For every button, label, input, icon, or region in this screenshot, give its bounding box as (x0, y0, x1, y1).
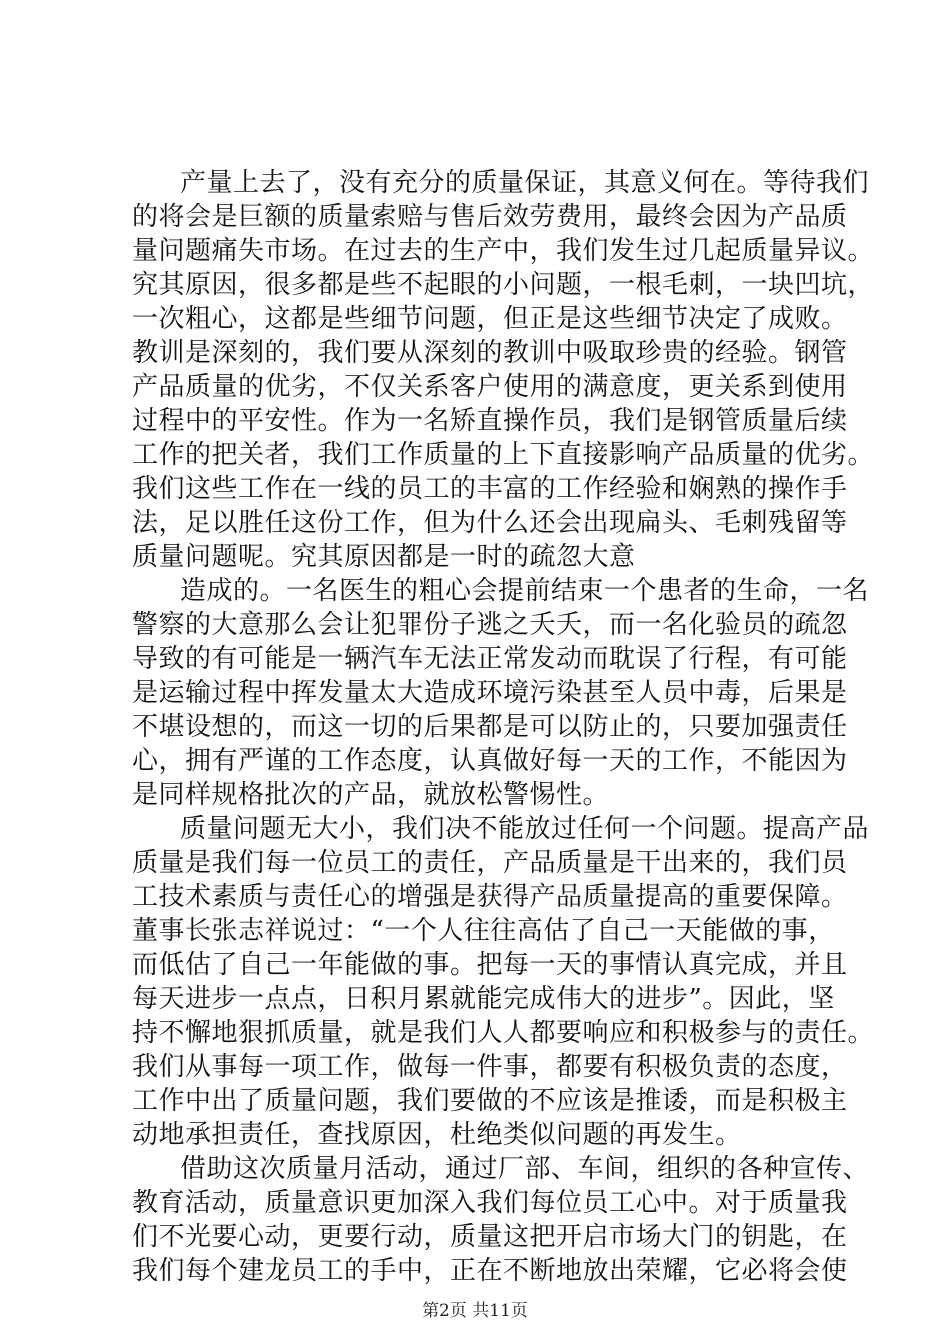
paragraph-3-line-9: 工作中出了质量问题，我们要做的不应该是推诿，而是积极主 (132, 1086, 848, 1116)
paragraph-3-line-10: 动地承担责任，查找原因，杜绝类似问题的再发生。 (132, 1120, 742, 1150)
paragraph-2-line-6: 心，拥有严谨的工作态度，认真做好每一天的工作，不能因为 (132, 746, 848, 776)
page-number-footer: 第2页 共11页 (422, 1301, 528, 1321)
paragraph-2-line-7: 是同样规格批次的产品，就放松警惕性。 (132, 780, 610, 810)
paragraph-3-line-7: 持不懈地狠抓质量，就是我们人人都要响应和积极参与的责任。 (132, 1018, 875, 1048)
paragraph-1-line-11: 法，足以胜任这份工作，但为什么还会出现扁头、毛刺残留等 (132, 508, 848, 538)
paragraph-2-line-3: 导致的有可能是一辆汽车无法正常发动而耽误了行程，有可能 (132, 644, 848, 674)
paragraph-2-line-1: 造成的。一名医生的粗心会提前结束一个患者的生命，一名 (180, 576, 870, 606)
paragraph-1-line-1: 产量上去了，没有充分的质量保证，其意义何在。等待我们 (180, 168, 870, 198)
paragraph-1-line-10: 我们这些工作在一线的员工的丰富的工作经验和娴熟的操作手 (132, 474, 848, 504)
paragraph-4-line-2: 教育活动，质量意识更加深入我们每位员工心中。对于质量我 (132, 1188, 848, 1218)
paragraph-1-line-7: 产品质量的优劣，不仅关系客户使用的满意度，更关系到使用 (132, 372, 848, 402)
paragraph-4-line-1: 借助这次质量月活动，通过厂部、车间，组织的各种宣传、 (180, 1154, 870, 1184)
paragraph-3-line-4: 董事长张志祥说过：“一个人往往高估了自己一天能做的事， (132, 916, 835, 946)
paragraph-4-line-3: 们不光要心动，更要行动，质量这把开启市场大门的钥匙，在 (132, 1222, 848, 1252)
paragraph-1-line-2: 的将会是巨额的质量索赔与售后效劳费用，最终会因为产品质 (132, 202, 848, 232)
paragraph-2-line-2: 警察的大意那么会让犯罪份子逃之夭夭，而一名化验员的疏忽 (132, 610, 848, 640)
paragraph-1-line-4: 究其原因，很多都是些不起眼的小问题，一根毛刺，一块凹坑， (132, 270, 875, 300)
paragraph-1-line-9: 工作的把关者，我们工作质量的上下直接影响产品质量的优劣。 (132, 440, 875, 470)
paragraph-3-line-2: 质量是我们每一位员工的责任，产品质量是干出来的，我们员 (132, 848, 848, 878)
paragraph-2-line-5: 不堪设想的，而这一切的后果都是可以防止的，只要加强责任 (132, 712, 848, 742)
paragraph-3-line-5: 而低估了自己一年能做的事。把每一天的事情认真完成，并且 (132, 950, 848, 980)
paragraph-3-line-1: 质量问题无大小，我们决不能放过任何一个问题。提高产品 (180, 814, 870, 844)
paragraph-1-line-3: 量问题痛失市场。在过去的生产中，我们发生过几起质量异议。 (132, 236, 875, 266)
paragraph-3-line-6: 每天进步一点点，日积月累就能完成伟大的进步”。因此，坚 (132, 984, 835, 1014)
paragraph-1-line-6: 教训是深刻的，我们要从深刻的教训中吸取珍贵的经验。钢管 (132, 338, 848, 368)
paragraph-2-line-4: 是运输过程中挥发量太大造成环境污染甚至人员中毒，后果是 (132, 678, 848, 708)
paragraph-3-line-3: 工技术素质与责任心的增强是获得产品质量提高的重要保障。 (132, 882, 848, 912)
paragraph-1-line-8: 过程中的平安性。作为一名矫直操作员，我们是钢管质量后续 (132, 406, 848, 436)
paragraph-1-line-5: 一次粗心，这都是些细节问题，但正是这些细节决定了成败。 (132, 304, 848, 334)
paragraph-3-line-8: 我们从事每一项工作，做每一件事，都要有积极负责的态度， (132, 1052, 848, 1082)
paragraph-1-line-12: 质量问题呢。究其原因都是一时的疏忽大意 (132, 542, 636, 572)
paragraph-4-line-4: 我们每个建龙员工的手中，正在不断地放出荣耀，它必将会使 (132, 1256, 848, 1286)
